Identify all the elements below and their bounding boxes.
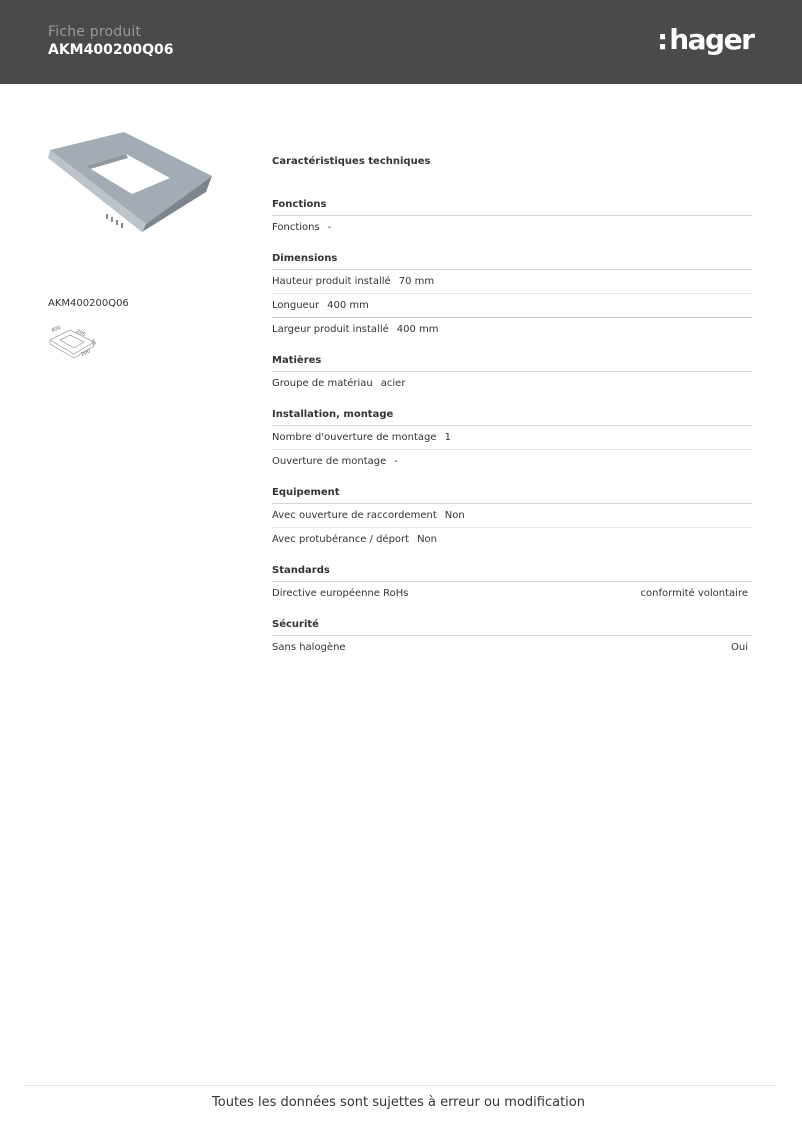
spec-row <box>272 450 752 473</box>
section-title: Standards <box>272 565 752 582</box>
brand-name: hager <box>669 23 754 56</box>
product-image <box>46 128 216 238</box>
section-title: Sécurité <box>272 619 752 636</box>
sidebar-product-code: AKM400200Q06 <box>48 298 129 309</box>
spec-value: acier <box>380 378 406 389</box>
spec-row <box>272 216 752 239</box>
spec-label: Groupe de matériau <box>272 378 373 389</box>
spec-row <box>272 372 752 395</box>
section-title: Installation, montage <box>272 409 752 426</box>
spec-row <box>272 294 752 318</box>
spec-value: 70 mm <box>398 276 435 287</box>
spec-label: Sans halogène <box>272 642 346 653</box>
header-kicker: Fiche produit <box>48 24 142 40</box>
spec-value: - <box>327 222 332 233</box>
dimension-drawing <box>48 320 104 366</box>
section-title: Matières <box>272 355 752 372</box>
spec-label: Ouverture de montage <box>272 456 387 467</box>
spec-row <box>272 318 752 341</box>
footer-disclaimer: Toutes les données sont sujettes à erreur ou modification <box>212 1095 585 1110</box>
spec-section-standards <box>272 565 752 605</box>
spec-label: Avec protubérance / déport <box>272 534 410 545</box>
section-title: Fonctions <box>272 199 752 216</box>
spec-label: Largeur produit installé <box>272 324 389 335</box>
spec-value: conformité volontaire <box>640 588 748 599</box>
dimension-label: 70 <box>88 338 97 347</box>
spec-section-installation <box>272 409 752 473</box>
spec-section-securite <box>272 619 752 659</box>
header-product-code: AKM400200Q06 <box>48 42 174 58</box>
spec-row <box>272 426 752 450</box>
spec-label: Fonctions <box>272 222 320 233</box>
spec-value: 1 <box>444 432 451 443</box>
spec-label: Avec ouverture de raccordement <box>272 510 437 521</box>
spec-label: Longueur <box>272 300 320 311</box>
technical-specs <box>272 150 752 673</box>
spec-row <box>272 636 752 659</box>
section-title: Dimensions <box>272 253 752 270</box>
spec-label: Directive européenne RoHs <box>272 588 409 599</box>
spec-section-equipement <box>272 487 752 551</box>
section-title: Equipement <box>272 487 752 504</box>
spec-value: Non <box>417 534 438 545</box>
spec-section-matieres <box>272 355 752 395</box>
spec-section-fonctions <box>272 199 752 239</box>
spec-value: 400 mm <box>327 300 369 311</box>
spec-label: Nombre d'ouverture de montage <box>272 432 437 443</box>
specs-title: Caractéristiques techniques <box>272 156 431 167</box>
spec-value: Non <box>444 510 465 521</box>
hager-logo: :hager <box>657 23 754 56</box>
spec-label: Hauteur produit installé <box>272 276 391 287</box>
spec-section-dimensions <box>272 253 752 341</box>
spec-value: 400 mm <box>396 324 439 335</box>
page-header <box>0 0 802 84</box>
dimension-label: 400 <box>50 324 62 334</box>
spec-value: - <box>394 456 398 467</box>
spec-row <box>272 504 752 528</box>
dimension-label: 200 <box>80 348 92 358</box>
spec-value: Oui <box>731 642 748 653</box>
spec-row <box>272 270 752 294</box>
spec-row <box>272 582 752 605</box>
spec-row <box>272 528 752 551</box>
footer-divider <box>24 1085 776 1086</box>
dimension-label: 200 <box>75 328 87 338</box>
